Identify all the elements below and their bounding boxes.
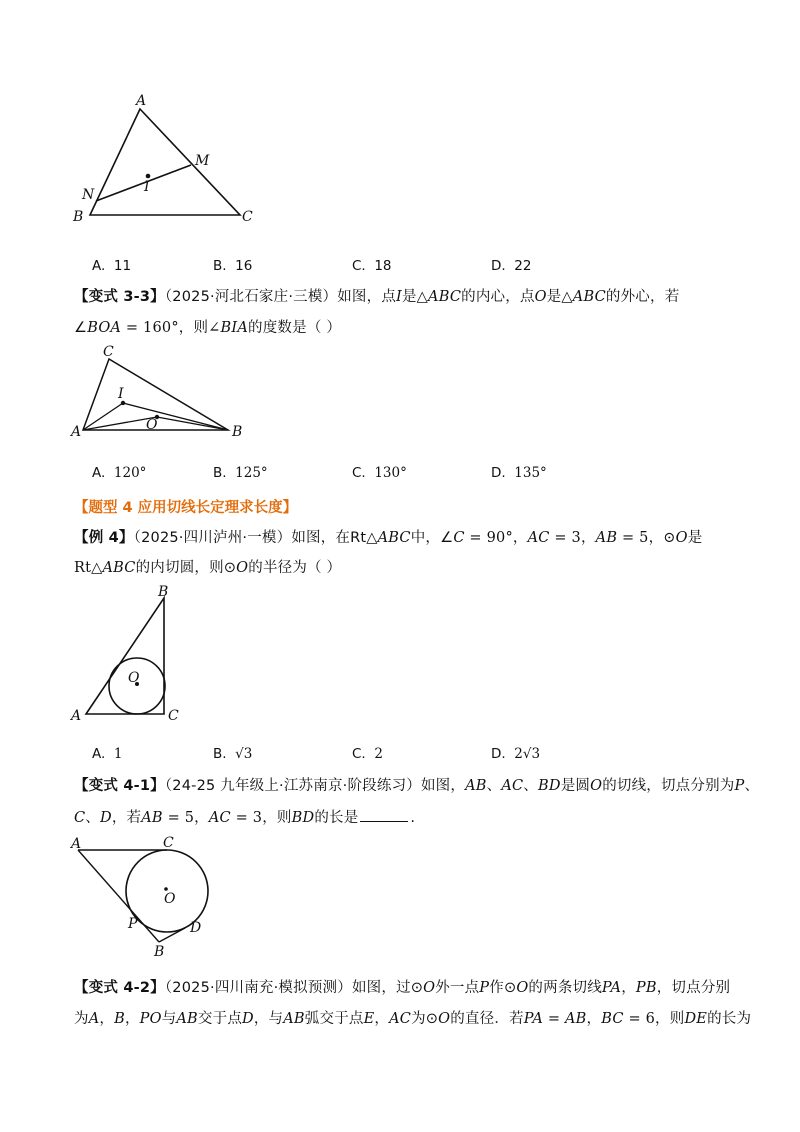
answer-blank[interactable] xyxy=(360,807,408,822)
triangle-abc xyxy=(86,598,164,714)
option-c: C. 130° xyxy=(352,465,407,481)
label-c: C xyxy=(168,708,179,724)
label-a: A xyxy=(71,424,82,440)
label-n: N xyxy=(82,187,95,203)
option-d: D. 2√3 xyxy=(491,746,541,762)
option-d: D. 22 xyxy=(491,258,532,274)
option-c: C. 18 xyxy=(352,258,392,274)
section-heading-4: 【题型 4 应用切线长定理求长度】 xyxy=(74,500,298,516)
option-d: D. 135° xyxy=(491,465,547,481)
tangent-ab xyxy=(78,850,159,942)
label-b: B xyxy=(158,584,169,600)
option-a: A. 1 xyxy=(92,746,123,762)
question-4-1-line2: C、D，若AB = 5，AC = 3，则BD的长是 . xyxy=(74,806,415,827)
label-o: O xyxy=(146,417,158,433)
question-4-2-line1: 【变式 4-2】（2025·四川南充·模拟预测）如图，过⊙O外一点P作⊙O的两条切线PA，PB，切点分别 xyxy=(74,980,731,996)
option-b: B. √3 xyxy=(213,746,253,762)
label-c: C xyxy=(103,344,114,360)
example-4-line2: Rt△ABC的内切圆，则⊙O的半径为（ ） xyxy=(74,560,342,576)
label-p: P xyxy=(128,916,138,932)
label-c: C xyxy=(163,835,174,851)
option-b: B. 16 xyxy=(213,258,253,274)
option-b: B. 125° xyxy=(213,465,268,481)
segment-ib xyxy=(123,403,228,430)
figure-tangents xyxy=(66,834,226,964)
label-b: B xyxy=(232,424,243,440)
label-o: O xyxy=(164,891,176,907)
label-m: M xyxy=(195,153,210,169)
label-a: A xyxy=(136,93,147,109)
question-4-1-line1: 【变式 4-1】（24-25 九年级上·江苏南京·阶段练习）如图，AB、AC、BD是圆O的切线，切点分别为P、 xyxy=(74,778,760,794)
question-4-2-line2: 为A，B，PO与AB交于点D，与AB弧交于点E，AC为⊙O的直径．若PA = AB，BC = 6，则DE的长为 xyxy=(74,1011,752,1027)
figure-incircle xyxy=(66,582,196,727)
label-a: A xyxy=(71,708,82,724)
question-3-3-line2: ∠BOA = 160°，则∠BIA的度数是（ ） xyxy=(74,320,342,336)
label-i: I xyxy=(144,179,150,195)
figure-triangle-nm xyxy=(60,88,270,233)
label-i: I xyxy=(118,386,124,402)
figure-triangle-io xyxy=(66,342,256,442)
label-a: A xyxy=(71,836,82,852)
tangent-bd xyxy=(159,928,185,942)
option-a: A. 11 xyxy=(92,258,132,274)
option-a: A. 120° xyxy=(92,465,147,481)
option-c: C. 2 xyxy=(352,746,383,762)
label-b: B xyxy=(73,209,84,225)
point-i xyxy=(146,174,151,179)
label-b: B xyxy=(154,944,165,960)
triangle-abc xyxy=(90,109,240,215)
label-o: O xyxy=(128,670,140,686)
example-4-line1: 【例 4】（2025·四川泸州·一模）如图，在Rt△ABC中，∠C = 90°，AC = 3，AB = 5，⊙O是 xyxy=(74,530,703,546)
label-c: C xyxy=(242,209,253,225)
question-3-3-line1: 【变式 3-3】（2025·河北石家庄·三模）如图，点I是△ABC的内心，点O是△ABC的外心，若 xyxy=(74,289,680,305)
label-d: D xyxy=(190,920,202,936)
